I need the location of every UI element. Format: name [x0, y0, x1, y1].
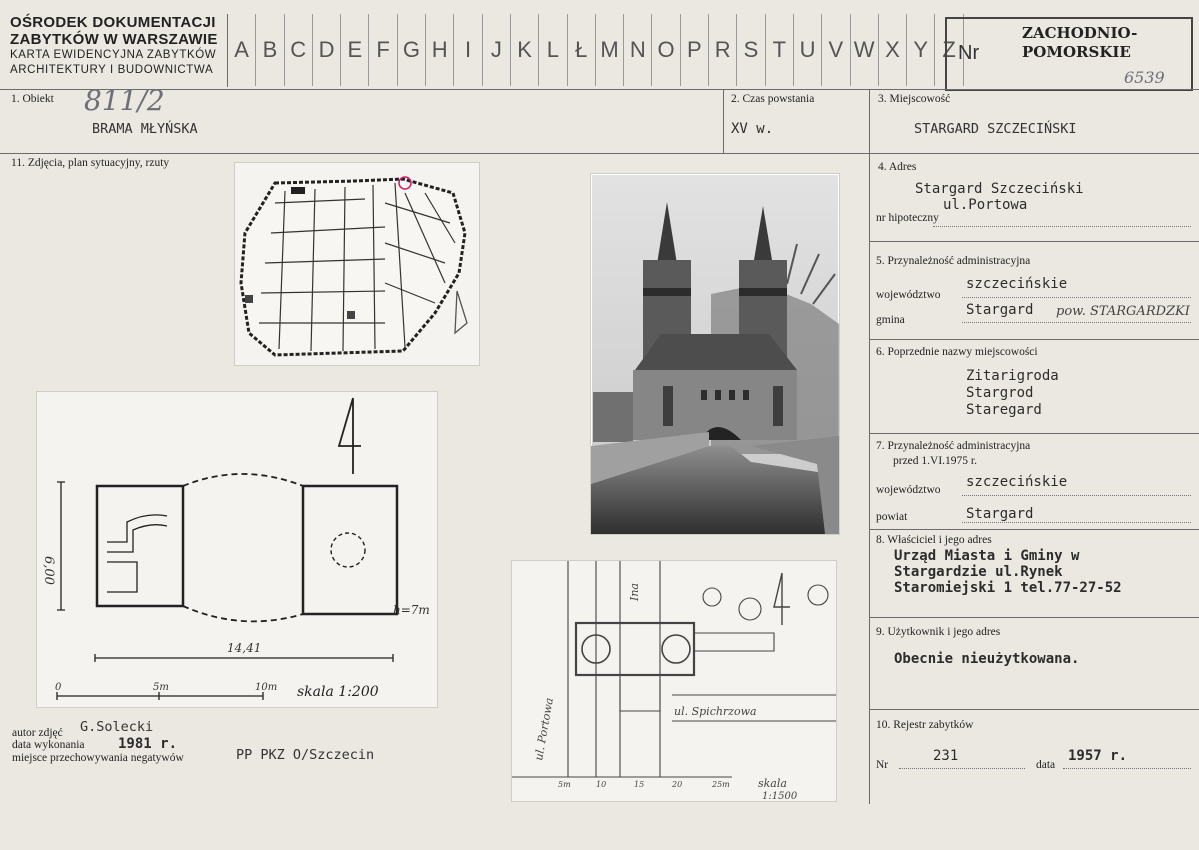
alphabet-letter: Z — [935, 14, 963, 86]
alphabet-letter: N — [624, 14, 652, 86]
alphabet-letter: W — [851, 14, 879, 86]
former-name-2: Stargrod — [966, 385, 1034, 401]
gate-photo-image — [591, 174, 839, 534]
row-divider — [869, 241, 1199, 242]
address-line-2: ul.Portowa — [943, 197, 1028, 213]
siteplan-scale-tick-1: 10 — [596, 780, 607, 789]
alphabet-letter: H — [426, 14, 454, 86]
commune-label: gmina — [876, 314, 905, 326]
row-divider — [0, 89, 1199, 90]
alphabet-letter: R — [709, 14, 737, 86]
register-nr-label: Nr — [876, 759, 889, 771]
voivodeship-value: szczecińskie — [966, 276, 1068, 292]
east-tower — [303, 486, 397, 614]
alphabet-letter: Y — [907, 14, 935, 86]
locality-label: 3. Miejscowość — [878, 93, 951, 105]
north-arrow-icon — [774, 573, 790, 625]
owner-line-3: Staromiejski 1 tel.77-27-52 — [894, 580, 1122, 596]
former-name-1: Zitarigroda — [966, 368, 1059, 384]
alphabet-letter: G — [398, 14, 426, 86]
region-line-2: POMORSKIE — [1022, 43, 1131, 61]
siteplan-scale-ratio: 1:1500 — [762, 791, 798, 801]
mortgage-line — [933, 226, 1191, 227]
institution-line-3: KARTA EWIDENCYJNA ZABYTKÓW — [10, 49, 217, 61]
alphabet-letter: U — [794, 14, 822, 86]
region-name — [1022, 24, 1137, 62]
depth-dimension: 6,00 — [41, 556, 56, 585]
admin-before-label-2: przed 1.VI.1975 r. — [893, 455, 977, 467]
siteplan-scale-tick-0: 5m — [558, 780, 571, 789]
scale-tick-10: 10m — [255, 682, 278, 693]
admin-before-voivodeship-label: województwo — [876, 484, 941, 496]
region-line-1: ZACHODNIO- — [1022, 24, 1138, 42]
siteplan-scale-tick-4: 25m — [712, 780, 730, 789]
former-name-3: Staregard — [966, 402, 1042, 418]
admin-before-voivodeship-value: szczecińskie — [966, 474, 1068, 490]
alphabet-letter: I — [454, 14, 482, 86]
object-value: BRAMA MŁYŃSKA — [92, 121, 198, 137]
width-dimension: 14,41 — [227, 641, 262, 655]
town-map — [234, 162, 480, 366]
admin-before-label-1: 7. Przynależność administracyjna — [876, 440, 1031, 452]
institution-line-4: ARCHITEKTURY I BUDOWNICTWA — [10, 64, 214, 76]
author-label: autor zdjęć — [12, 727, 63, 739]
alphabet-letter: P — [681, 14, 709, 86]
west-tower — [97, 486, 183, 606]
north-arrow-icon — [455, 291, 467, 333]
col-divider — [723, 89, 724, 153]
row-divider — [0, 153, 1199, 154]
alphabet-letter: K — [511, 14, 539, 86]
admin-before-voivodeship-line — [962, 495, 1191, 496]
period-label: 2. Czas powstania — [731, 93, 815, 105]
alphabet-letter: X — [879, 14, 907, 86]
region-number: 6539 — [1124, 68, 1165, 87]
north-arrow-icon — [339, 398, 361, 474]
street-spichrzowa: ul. Spichrzowa — [674, 705, 757, 718]
county-value: Stargard — [966, 506, 1034, 522]
alphabet-letter: O — [652, 14, 680, 86]
row-divider — [869, 617, 1199, 618]
row-divider — [869, 529, 1199, 530]
floor-plan-drawing — [37, 392, 437, 707]
storage-value: PP PKZ O/Szczecin — [236, 747, 375, 763]
institution-line-1: OŚRODEK DOKUMENTACJI — [10, 14, 216, 31]
scale-tick-0: 0 — [55, 682, 62, 693]
siteplan-scale-label: skala — [758, 777, 787, 790]
register-date-value: 1957 r. — [1068, 748, 1128, 764]
register-nr-line — [899, 768, 1025, 769]
owner-label: 8. Właściciel i jego adres — [876, 534, 992, 546]
gate-building — [576, 623, 694, 675]
floor-plan — [36, 391, 438, 708]
period-value: XV w. — [731, 121, 774, 137]
commune-value: Stargard — [966, 302, 1034, 318]
row-divider — [869, 709, 1199, 710]
county-line — [962, 522, 1191, 523]
street-portowa: ul. Portowa — [532, 696, 556, 762]
siteplan-scale-tick-3: 20 — [672, 780, 683, 789]
institution-line-2: ZABYTKÓW W WARSZAWIE — [10, 31, 218, 48]
institution-header — [10, 14, 218, 78]
nr-label: Nr — [958, 42, 980, 64]
photos-label: 11. Zdjęcia, plan sytuacyjny, rzuty — [11, 157, 170, 169]
commune-line — [962, 322, 1191, 323]
alphabet-letter: J — [483, 14, 511, 86]
alphabet-letter: M — [596, 14, 624, 86]
address-line-1: Stargard Szczeciński — [915, 181, 1084, 197]
row-divider — [869, 339, 1199, 340]
user-value: Obecnie nieużytkowana. — [894, 651, 1080, 667]
object-handwritten-number: 811/2 — [84, 84, 165, 117]
admin-label: 5. Przynależność administracyjna — [876, 255, 1031, 267]
alphabet-letter: L — [539, 14, 567, 86]
alphabet-letter: C — [285, 14, 313, 86]
town-map-drawing — [235, 163, 479, 365]
alphabet-letter: F — [369, 14, 397, 86]
storage-label: miejsce przechowywania negatywów — [12, 752, 184, 764]
col-divider — [869, 89, 870, 804]
map-building — [291, 187, 305, 194]
gate-photo — [590, 173, 840, 535]
register-date-label: data — [1036, 759, 1056, 771]
county-label: powiat — [876, 511, 908, 523]
siteplan-scale-tick-2: 15 — [634, 780, 645, 789]
date-taken-label: data wykonania — [12, 739, 85, 751]
map-building — [347, 311, 355, 319]
author-value: G.Solecki — [80, 719, 154, 735]
voivodeship-line — [962, 297, 1191, 298]
site-plan — [511, 560, 837, 802]
locality-value: STARGARD SZCZECIŃSKI — [914, 121, 1077, 137]
alphabet-letter: D — [313, 14, 341, 86]
address-label: 4. Adres — [878, 161, 917, 173]
voivodeship-label: województwo — [876, 289, 941, 301]
alphabet-letter: B — [256, 14, 284, 86]
alphabet-index — [228, 14, 964, 86]
alphabet-letter: Ł — [568, 14, 596, 86]
former-names-label: 6. Poprzednie nazwy miejscowości — [876, 346, 1038, 358]
floor-plan-scale: skala 1:200 — [297, 684, 379, 700]
owner-line-2: Stargardzie ul.Rynek — [894, 564, 1063, 580]
river-ina: Ina — [628, 583, 641, 601]
register-label: 10. Rejestr zabytków — [876, 719, 974, 731]
site-plan-drawing — [512, 561, 836, 801]
height-note: h=7m — [393, 603, 430, 617]
object-label: 1. Obiekt — [11, 93, 54, 105]
alphabet-letter: E — [341, 14, 369, 86]
alphabet-letter: V — [822, 14, 850, 86]
mortgage-label: nr hipoteczny — [876, 212, 939, 224]
map-building — [245, 295, 253, 303]
row-divider — [869, 433, 1199, 434]
alphabet-letter: S — [737, 14, 765, 86]
register-nr-value: 231 — [933, 748, 959, 764]
alphabet-letter: A — [228, 14, 256, 86]
date-taken-value: 1981 r. — [118, 736, 178, 752]
user-label: 9. Użytkownik i jego adres — [876, 626, 1001, 638]
alphabet-letter: T — [766, 14, 794, 86]
commune-handwritten: pow. STARGARDZKI — [1056, 304, 1190, 319]
scale-tick-5: 5m — [153, 682, 169, 693]
register-date-line — [1063, 768, 1191, 769]
owner-line-1: Urząd Miasta i Gminy w — [894, 548, 1080, 564]
